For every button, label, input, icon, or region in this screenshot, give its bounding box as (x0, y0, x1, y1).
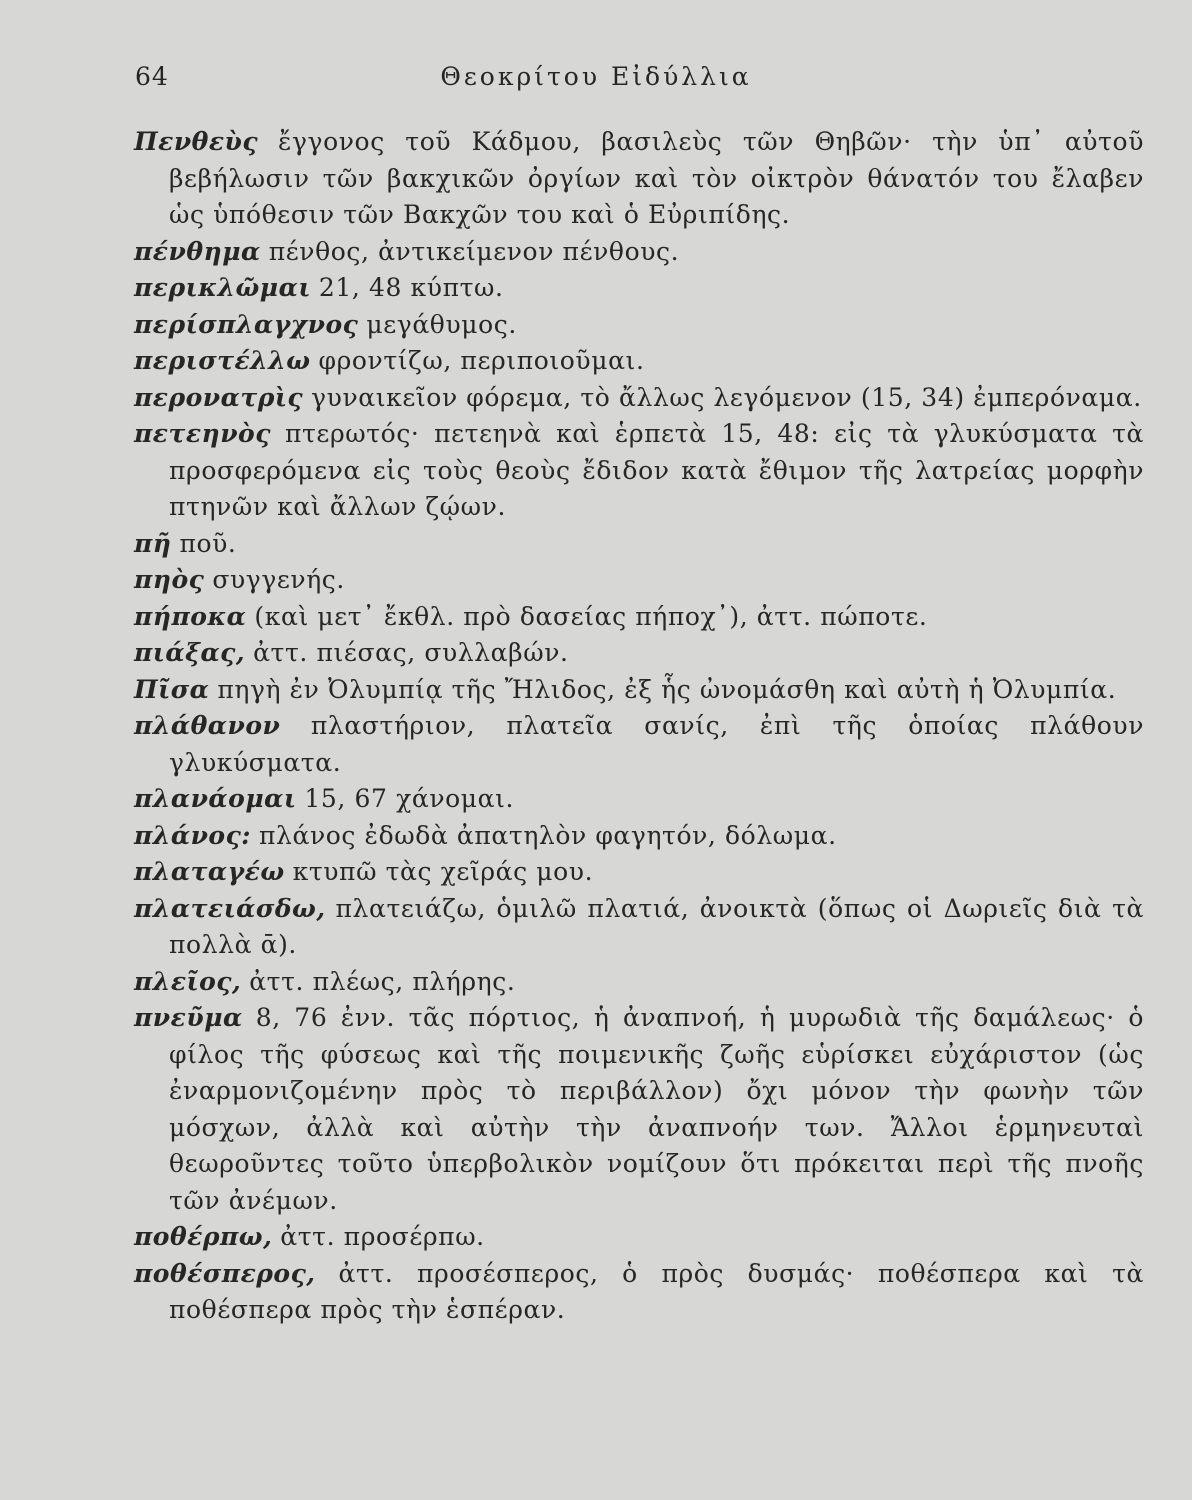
entry-definition: πλαστήριον, πλατεῖα σανίς, ἐπὶ τῆς ὁποίας πλάθουν γλυκύσματα. (169, 711, 1144, 777)
glossary-entry (134, 270, 1144, 307)
entry-headword: πλαταγέω (134, 857, 285, 886)
entry-headword: πλατειάσδω, (134, 893, 326, 923)
glossary-entry (134, 672, 1144, 709)
glossary-entry (134, 599, 1144, 636)
glossary-entry (134, 562, 1144, 599)
entry-definition: ποῦ. (179, 528, 237, 558)
glossary-entry (134, 891, 1144, 964)
entry-headword: πῆ (134, 528, 172, 558)
entry-headword: ποθέσπερος, (134, 1258, 316, 1288)
entry-definition: πηγὴ ἐν Ὀλυμπίᾳ τῆς Ἤλιδος, ἐξ ἧς ὠνομάσθη καὶ αὐτὴ ἡ Ὀλυμπία. (217, 674, 1117, 704)
entry-definition: μεγάθυμος. (366, 309, 517, 339)
entry-headword: πηὸς (134, 565, 205, 594)
entry-definition: πλάνος ἐδωδὰ ἀπατηλὸν φαγητόν, δόλωμα. (259, 820, 837, 850)
entry-definition: πλατειάζω, ὁμιλῶ πλατιά, ἀνοικτὰ (ὅπως οἱ Δωριεῖς διὰ τὰ πολλὰ ᾱ). (169, 893, 1144, 959)
entry-definition: ἀττ. προσέσπερος, ὁ πρὸς δυσμάς· ποθέσπερα καὶ τὰ ποθέσπερα πρὸς τὴν ἑσπέραν. (169, 1258, 1144, 1324)
entry-headword: πετεηνὸς (134, 419, 271, 448)
entry-headword: πλανάομαι (134, 784, 297, 813)
glossary-entry (134, 526, 1144, 563)
glossary-entry (134, 854, 1144, 891)
entry-headword: πλάνος: (134, 820, 252, 850)
entry-headword: Πενθεὺς (134, 127, 259, 156)
glossary-entry (134, 234, 1144, 271)
entry-headword: περίσπλαγχνος (134, 309, 359, 339)
entry-definition: φροντίζω, περιποιοῦμαι. (318, 346, 645, 375)
glossary-entry (134, 781, 1144, 818)
page-number: 64 (135, 62, 169, 91)
entry-headword: πλεῖος, (134, 966, 242, 996)
entry-definition: ἀττ. πιέσας, συλλαβών. (253, 638, 569, 667)
glossary-entries (134, 124, 1144, 1329)
entry-headword: πήποκα (134, 601, 247, 631)
entry-definition: ἀττ. προσέρπω. (280, 1222, 485, 1251)
entry-definition: 21, 48 κύπτω. (318, 273, 504, 302)
glossary-entry (134, 818, 1144, 855)
entry-headword: περικλῶμαι (134, 273, 311, 302)
entry-definition: γυναικεῖον φόρεμα, τὸ ἄλλως λεγόμενον (15, 34) ἐμπερόναμα. (311, 382, 1142, 412)
entry-definition: κτυπῶ τὰς χεῖράς μου. (292, 857, 594, 886)
entry-definition: ἔγγονος τοῦ Κάδμου, βασιλεὺς τῶν Θηβῶν· τὴν ὑπ᾿ αὐτοῦ βεβήλωσιν τῶν βακχικῶν ὀργίων καὶ τὸν οἰκτρὸν θάνατόν του ἔλαβεν ὡς ὑπόθεσιν τῶν Βακχῶν του καὶ ὁ Εὐριπίδης. (169, 127, 1144, 229)
entry-headword: πιάξας, (134, 638, 246, 667)
entry-definition: 15, 67 χάνομαι. (304, 784, 515, 813)
glossary-entry (134, 1219, 1144, 1256)
entry-definition: συγγενής. (212, 565, 345, 594)
entry-headword: περιστέλλω (134, 346, 311, 375)
glossary-entry (134, 124, 1144, 234)
entry-definition: ἀττ. πλέως, πλήρης. (249, 966, 516, 996)
glossary-entry (134, 1256, 1144, 1329)
glossary-entry (134, 635, 1144, 672)
glossary-entry (134, 380, 1144, 417)
entry-definition: (καὶ μετ᾿ ἔκθλ. πρὸ δασείας πήποχ᾿), ἀττ. πώποτε. (254, 601, 928, 631)
glossary-entry (134, 343, 1144, 380)
glossary-entry (134, 964, 1144, 1001)
glossary-entry (134, 307, 1144, 344)
glossary-entry (134, 708, 1144, 781)
glossary-entry (134, 1000, 1144, 1219)
running-title: Θεοκρίτου Εἰδύλλια (440, 62, 752, 91)
entry-headword: πένθημα (134, 236, 261, 266)
page-header (0, 62, 1192, 102)
entry-definition: πτερωτός· πετεηνὰ καὶ ἑρπετὰ 15, 48: εἰς τὰ γλυκύσματα τὰ προσφερόμενα εἰς τοὺς θεοὺς ἔδιδον κατὰ ἔθιμον τῆς λατρείας μορφὴν πτηνῶν καὶ ἄλλων ζῴων. (169, 419, 1144, 521)
glossary-entry (134, 416, 1144, 526)
entry-headword: ποθέρπω, (134, 1222, 273, 1251)
entry-definition: 8, 76 ἐνν. τᾶς πόρτιος, ἡ ἀναπνοή, ἡ μυρωδιὰ τῆς δαμάλεως· ὁ φίλος τῆς φύσεως καὶ τῆς ποιμενικῆς ζωῆς εὑρίσκει εὐχάριστον (ὡς ἐναρμονιζομένην πρὸς τὸ περιβάλλον) ὄχι μόνον τὴν φωνὴν τῶν μόσχων, ἀλλὰ καὶ αὐτὴν τὴν ἀναπνοήν των. Ἄλλοι ἑρμηνευταὶ θεωροῦντες τοῦτο ὑπερβολικὸν νομίζουν ὅτι πρόκειται περὶ τῆς πνοῆς τῶν ἀνέμων. (169, 1003, 1144, 1215)
entry-headword: περονατρὶς (134, 382, 304, 412)
entry-headword: πνεῦμα (134, 1003, 243, 1032)
entry-definition: πένθος, ἀντικείμενον πένθους. (268, 236, 680, 266)
entry-headword: πλάθανον (134, 711, 281, 740)
entry-headword: Πῖσα (134, 674, 210, 704)
